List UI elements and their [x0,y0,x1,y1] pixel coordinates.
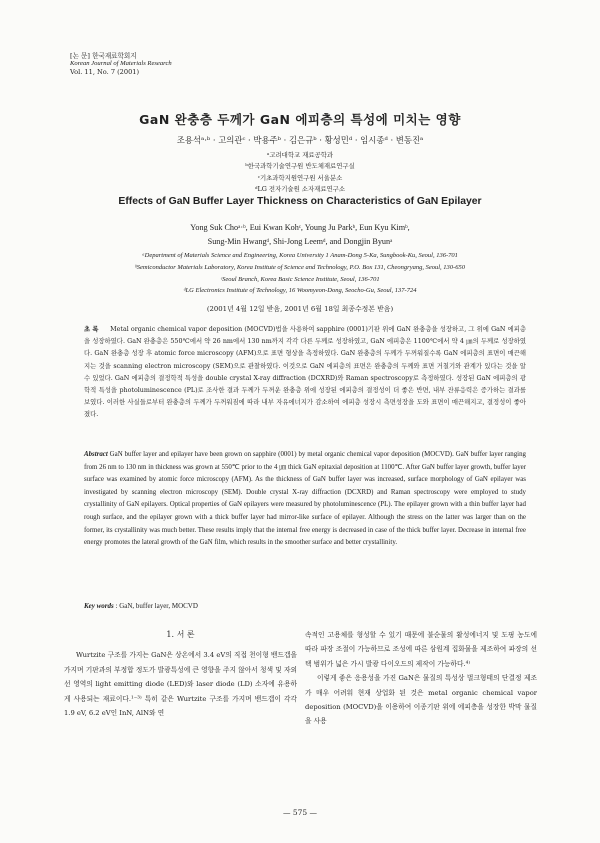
korean-abstract [84,324,526,422]
english-authors-line2: Sung-Min Hwangᵈ, Shi-Jong Leemᵈ, and Dongjin Byunᵃ [207,236,393,246]
korean-affiliations [0,150,600,195]
korean-affiliation-a: ᵃ고려대학교 재료공학과 [266,151,334,159]
section-title: 1. 서 론 [166,630,195,639]
journal-korean: [논 문] 한국재료학회지 [70,52,137,60]
korean-abstract-label: 초 록 [84,326,99,333]
journal-header [70,52,172,77]
english-authors [0,221,600,248]
page-number: — 575 — [282,808,318,817]
body-left-column [64,628,297,720]
english-abstract-text: GaN buffer layer and epilayer have been grown on sapphire (0001) by metal organic chemical vapor deposition (MOCVD). GaN buffer layer ranging from 26 nm to 130 nm in thickness was grown at 550℃ prior to the 4 ㎛ thick GaN epitaxial deposition at 1100℃. After GaN buffer layer growth, buffer layer surface was examined by atomic force microscopy (AFM). As the thickness of GaN buffer layer was increased, surface morphology of GaN epilayer was investigated by scanning electron microscopy (SEM). Double crystal X-ray diffraction (DCXRD) and Raman spectroscopy were employed to study crystallinity of GaN epilayers. Optical properties of GaN epilayers were measured by photoluminescence (PL). The epilayer grown with a thin buffer layer had rough surface, and the epilayer grown with a thick buffer layer had mirror-like surface of epilayer. Although the stress on the latter was larger than on the former, its crystallinity was much better. These results imply that the internal free energy is decreased in case of the thick buffer layer. Decrease in internal free energy promotes the lateral growth of the GaN film, which results in the smoother surface and better crystallinity. [84,451,526,547]
korean-authors: 조용석ᵃ·ᵇ · 고의관ᶜ · 박용주ᵇ · 김은규ᵇ · 황성민ᵈ · 임시종ᵈ · 변동진ᵃ [176,135,424,145]
intro-paragraph-2: 이렇게 좋은 응용성을 가진 GaN은 물질의 특성상 벌크형태의 단결정 제조가 매우 어려워 현재 상업화 된 것은 metal organic chemical vapor deposition (MOCVD)을 이용하여 이종기판 위에 에피층을 성장한 박막 물질을 사용 [305,674,537,726]
korean-title: GaN 완충층 두께가 GaN 에피층의 특성에 미치는 영향 [139,112,461,127]
english-affiliation-d: ᵈLG Electronics Institute of Technology, 16 Woomyeon-Dong, Seocho-Gu, Seoul, 137-724 [183,287,417,295]
intro-paragraph-1: Wurtzite 구조를 가지는 GaN은 상온에서 3.4 eV의 직접 천이형 밴드갭을 가지며 기판과의 부정합 정도가 발광특성에 큰 영향을 주지 않아서 청색 및 자외선 영역의 light emitting diode (LED)와 laser diode (LD) 소자에 유용하게 사용되는 재료이다.¹⁻³⁾ 특히 같은 Wurtzite 구조를 가지며 밴드갭이 각각 1.9 eV, 6.2 eV인 InN, AlN와 연 [64,651,297,718]
english-authors-line1: Yong Suk Choᵃ·ᵇ, Eui Kwan Kohᶜ, Young Ju Parkᵇ, Eun Kyu Kimᵇ, [190,223,410,232]
keywords [84,602,198,610]
journal-english: Korean Journal of Materials Research [70,60,172,68]
keywords-text: : GaN, buffer layer, MOCVD [115,602,198,610]
english-affiliation-c: ᶜSeoul Branch, Korea Basic Science Institute, Seoul, 136-701 [220,275,380,283]
journal-volume: Vol. 11, No. 7 (2001) [70,68,140,77]
body-right-column [305,628,537,729]
korean-affiliation-b: ᵇ한국과학기술연구원 반도체재료연구실 [245,162,355,171]
english-abstract-label: Abstract [84,451,108,458]
korean-affiliation-c: ᶜ기초과학지원연구원 서울분소 [257,173,343,182]
korean-affiliation-d: ᵈLG 전자기술원 소자재료연구소 [254,184,346,193]
english-abstract [84,449,526,550]
korean-abstract-text: Metal organic chemical vapor deposition (MOCVD)법을 사용하여 sapphire (0001)기판 위에 GaN 완충층을 성장하고, 그 위에 GaN 에피층을 성장하였다. GaN 완충층은 550℃에서 약 26 nm에서 130 nm까지 각각 다른 두께로 성장하였고, GaN 에피층은 1100℃에서 약 4 ㎛의 두께로 성장하였다. GaN 완충층 성장 후 atomic force microscopy (AFM)으로 표면 형상을 측정하였다. GaN 완충층의 두께가 두꺼워질수록 GaN 에피층의 표면이 매끈해지는 것을 scanning electron microscopy (SEM)으로 관찰하였다. 이것으로 GaN 에피층의 표면은 완충층의 두께와 표면 거칠기와 관계가 있다는 것을 알 수 있었다. GaN 에피층의 결정학적 특성을 double crystal X-ray diffraction (DCXRD)와 Raman spectroscopy로 측정하였다. 성장된 GaN 에피층의 광학적 특성을 photoluminescence (PL)로 조사한 결과 두께가 두꺼운 완충층 위에 성장된 에피층의 결정성이 더 좋은 반면, 내부 잔류응력은 증가하는 결과를 보였다. 이러한 사실들로부터 완충층의 두께가 두꺼워짐에 따라 내부 자유에너지가 감소하여 에피층 성장시 측면성장을 도와 표면이 매끈해지고, 결정성이 좋아졌다. [84,326,526,419]
english-affiliations [0,250,600,297]
english-affiliation-a: ᵃDepartment of Materials Science and Engineering, Korea University 1 Anam-Dong 5-Ka, Sungbook-Ku, Seoul, 136-701 [142,252,458,259]
received-dates: (2001년 4월 12일 받음, 2001년 6월 18일 최종수정본 받음) [206,305,394,313]
english-affiliation-b: ᵇSemiconductor Materials Laboratory, Korea Institute of Science and Technology, P.O. Box 131, Cheongryang, Seoul, 130-650 [135,263,465,271]
intro-paragraph-1-cont: 속적인 고용체를 형성할 수 있기 때문에 불순물의 활성에너지 및 도핑 농도에 따라 파장 조절이 가능하므로 조성에 따른 삼원계 집화물을 제조하여 파장의 선택 범위가 넓은 가시 발광 다이오드의 제작이 가능하다.⁴⁾ [305,631,537,668]
keywords-label: Key words [84,602,114,610]
english-title: Effects of GaN Buffer Layer Thickness on Characteristics of GaN Epilayer [118,196,482,207]
